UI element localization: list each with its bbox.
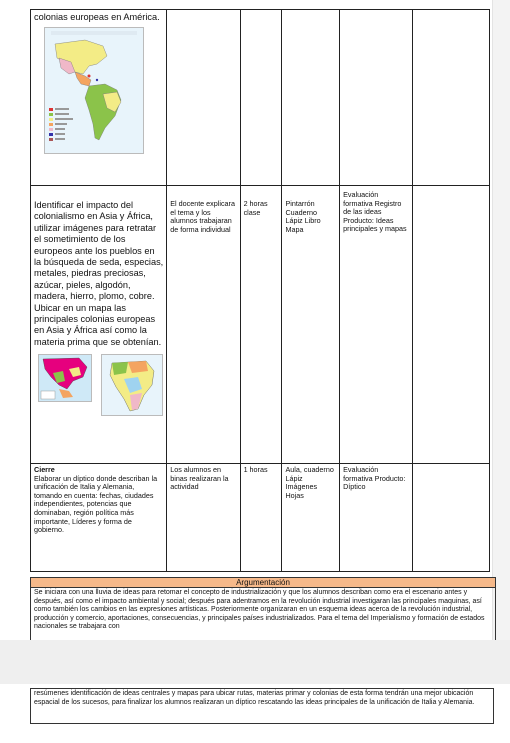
activity-cell [31,186,167,464]
lesson-plan-table [30,9,490,572]
strategy-cell [167,186,240,464]
argumentation-continuation: resúmenes identificación de ideas centrales y mapas para ubicar rutas, materias primar y colonias de esta forma tendrán una mejor ubicación espacial de los sucesos, para finalizar los alumnos realizaran un díptico rescatando las ideas principales de la unificación de Italia y Alemania. [30,688,494,724]
map-graphic [45,28,143,153]
resources-cell [282,186,340,464]
table-row [31,464,490,572]
map-graphic [39,355,91,401]
americas-colonies-map [44,27,144,154]
activity-cell [31,464,167,572]
time-text: 2 horas clase [243,199,268,217]
evaluation-text: Evaluación formativa Registro de las ideas Producto: Ideas principales y mapas [343,190,407,234]
strategy-text: El docente explicara el tema y los alumnos trabajaran de forma individual [170,199,235,234]
resources-cell [282,464,340,572]
resources-cell [282,10,340,186]
strategy-cell [167,10,240,186]
empty-cell [413,464,490,572]
evaluation-cell [340,464,413,572]
asia-colonies-map [38,354,92,402]
activity-text: colonias europeas en América. [34,12,160,22]
strategy-text: Los alumnos en binas realizaran la actividad [170,465,229,492]
evaluation-text: Evaluación formativa Producto: Díptico [343,465,406,492]
strategy-cell [167,464,240,572]
stage-title: Cierre [34,465,55,474]
page-separator [0,640,510,684]
table-row [31,10,490,186]
time-text: 1 horas [243,465,268,474]
map-images [38,354,163,416]
empty-cell [413,186,490,464]
activity-text: Identificar el impacto del colonialismo en Asia y África, utilizar imágenes para retratar el sometimiento de los europeos ante los pueblos en la búsqueda de seda, especias, metales, piedras preciosas, azúcar, pieles, algodón, madera, hierro, plomo, cobre. Ubicar en un mapa las principales colonias europeas en Asia y África así como la materia prima que se obtenían. [34,200,164,347]
resources-text: Aula, cuaderno Lápiz Imágenes Hojas [285,465,334,500]
argumentation-text: Se iniciara con una lluvia de ideas para retomar el concepto de industrialización y que los alumnos describan como era el escenario antes y después, así como el impacto ambiental y social; después para adentramos en la revolución industrial investigaran las principales maquinas, así como también los cambios en las expresiones artísticas. Posteriormente organizaran en un esquema ideas acerca de la revolución industrial, producción y comercio, aportaciones, consecuencias, y principales países industrializados. Para el tema del Imperialismo y formación de estados nacionales se trabajara con [34,589,485,631]
evaluation-cell [340,186,413,464]
time-cell [240,10,282,186]
empty-cell [413,10,490,186]
evaluation-cell [340,10,413,186]
resources-text: Pintarrón Cuaderno Lápiz Libro Mapa [285,199,321,234]
activity-cell [31,10,167,186]
activity-text: Elaborar un díptico donde describan la unificación de Italia y Alemania, tomando en cuenta: fechas, ciudades independientes, potencias que dominaban, región política más importante, Líderes y forma de gobierno. [34,473,158,535]
table-row [31,186,490,464]
section-title: Argumentación [31,578,495,588]
time-cell [240,186,282,464]
africa-colonies-map [101,354,163,416]
map-graphic [102,355,162,415]
time-cell [240,464,282,572]
scrollbar-track[interactable] [492,0,510,640]
argumentation-section [30,577,496,642]
